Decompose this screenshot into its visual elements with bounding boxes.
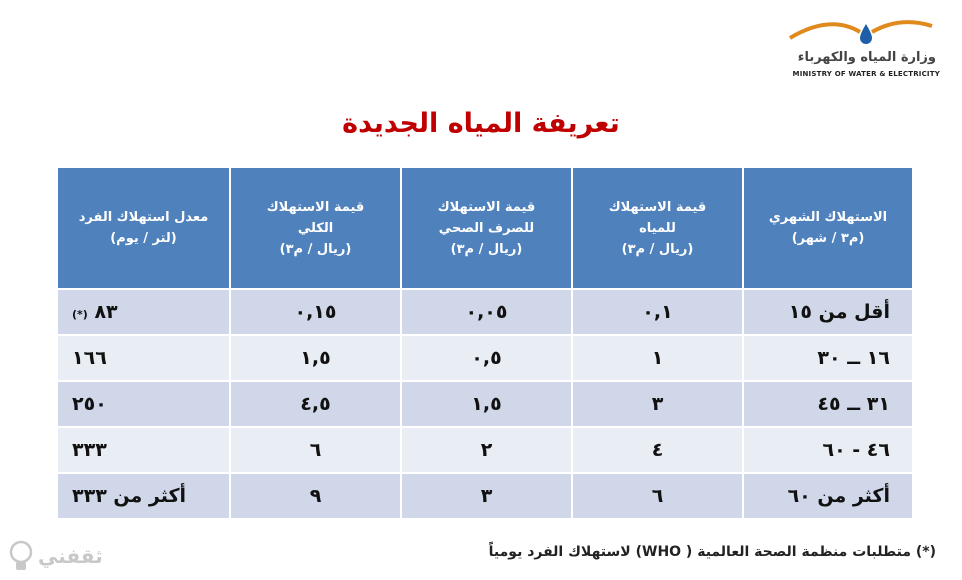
header-line: (م٣ / شهر): [791, 231, 865, 246]
watermark-text: ثقفني: [38, 544, 103, 568]
who-footnote: (*) متطلبات منظمة الصحة العالمية ( WHO) لاستهلاك الفرد يومياً: [488, 544, 936, 560]
cell-total: ٤,٥: [230, 381, 401, 427]
logo-english-text: MINISTRY OF WATER & ELECTRICITY: [792, 70, 940, 78]
cell-water: ٠,١: [572, 289, 743, 335]
tariff-table: [56, 166, 914, 520]
logo-arabic-text: وزارة المياه والكهرباء: [797, 50, 936, 65]
water-drop-logo-icon: [780, 14, 940, 54]
cell-per-capita: ١٦٦: [57, 335, 230, 381]
table-row: [57, 473, 913, 519]
cell-water: ٤: [572, 427, 743, 473]
cell-consumption: ٣١ ــ ٤٥: [743, 381, 913, 427]
header-line: الاستهلاك الشهري: [768, 210, 888, 225]
table-row: [57, 289, 913, 335]
cell-consumption: ١٦ ــ ٣٠: [743, 335, 913, 381]
header-sewage-value: [401, 167, 572, 289]
cell-total: ٩: [230, 473, 401, 519]
header-monthly-consumption: [743, 167, 913, 289]
cell-per-capita: أكثر من ٣٣٣: [57, 473, 230, 519]
cell-consumption: أكثر من ٦٠: [743, 473, 913, 519]
header-line: للصرف الصحي: [438, 220, 535, 236]
header-line: قيمة الاستهلاك: [608, 199, 707, 215]
cell-per-capita: ٣٣٣: [57, 427, 230, 473]
header-line: الكلي: [297, 220, 334, 236]
table-row: [57, 381, 913, 427]
cell-consumption: أقل من ١٥: [743, 289, 913, 335]
table-header-row: [57, 167, 913, 289]
cell-per-capita-value: ٨٣: [94, 301, 118, 323]
header-line: (ريال / م٣): [450, 241, 523, 257]
cell-sewage: ٠,٠٥: [401, 289, 572, 335]
cell-total: ٠,١٥: [230, 289, 401, 335]
cell-per-capita: ٢٥٠: [57, 381, 230, 427]
header-water-value: [572, 167, 743, 289]
ministry-logo: [760, 14, 940, 84]
cell-consumption: ٤٦ - ٦٠: [743, 427, 913, 473]
cell-total: ٦: [230, 427, 401, 473]
lightbulb-icon: [8, 540, 34, 574]
cell-sewage: ١,٥: [401, 381, 572, 427]
cell-sewage: ٠,٥: [401, 335, 572, 381]
header-per-capita: [57, 167, 230, 289]
header-line: قيمة الاستهلاك: [266, 199, 365, 215]
cell-sewage: ٣: [401, 473, 572, 519]
header-total-value: [230, 167, 401, 289]
header-line: (لتر / يوم): [110, 231, 177, 246]
table-row: [57, 335, 913, 381]
header-line: للمياه: [639, 220, 676, 236]
cell-per-capita: [57, 289, 230, 335]
table-row: [57, 427, 913, 473]
cell-water: ٦: [572, 473, 743, 519]
who-note-marker: (*): [72, 308, 88, 321]
header-line: (ريال / م٣): [279, 241, 352, 257]
header-line: قيمة الاستهلاك: [437, 199, 536, 215]
cell-water: ٣: [572, 381, 743, 427]
header-line: (ريال / م٣): [621, 241, 694, 257]
cell-water: ١: [572, 335, 743, 381]
site-watermark: [8, 540, 118, 578]
cell-sewage: ٢: [401, 427, 572, 473]
header-line: معدل استهلاك الفرد: [78, 210, 209, 225]
page-title: تعريفة المياه الجديدة: [342, 108, 620, 139]
cell-total: ١,٥: [230, 335, 401, 381]
